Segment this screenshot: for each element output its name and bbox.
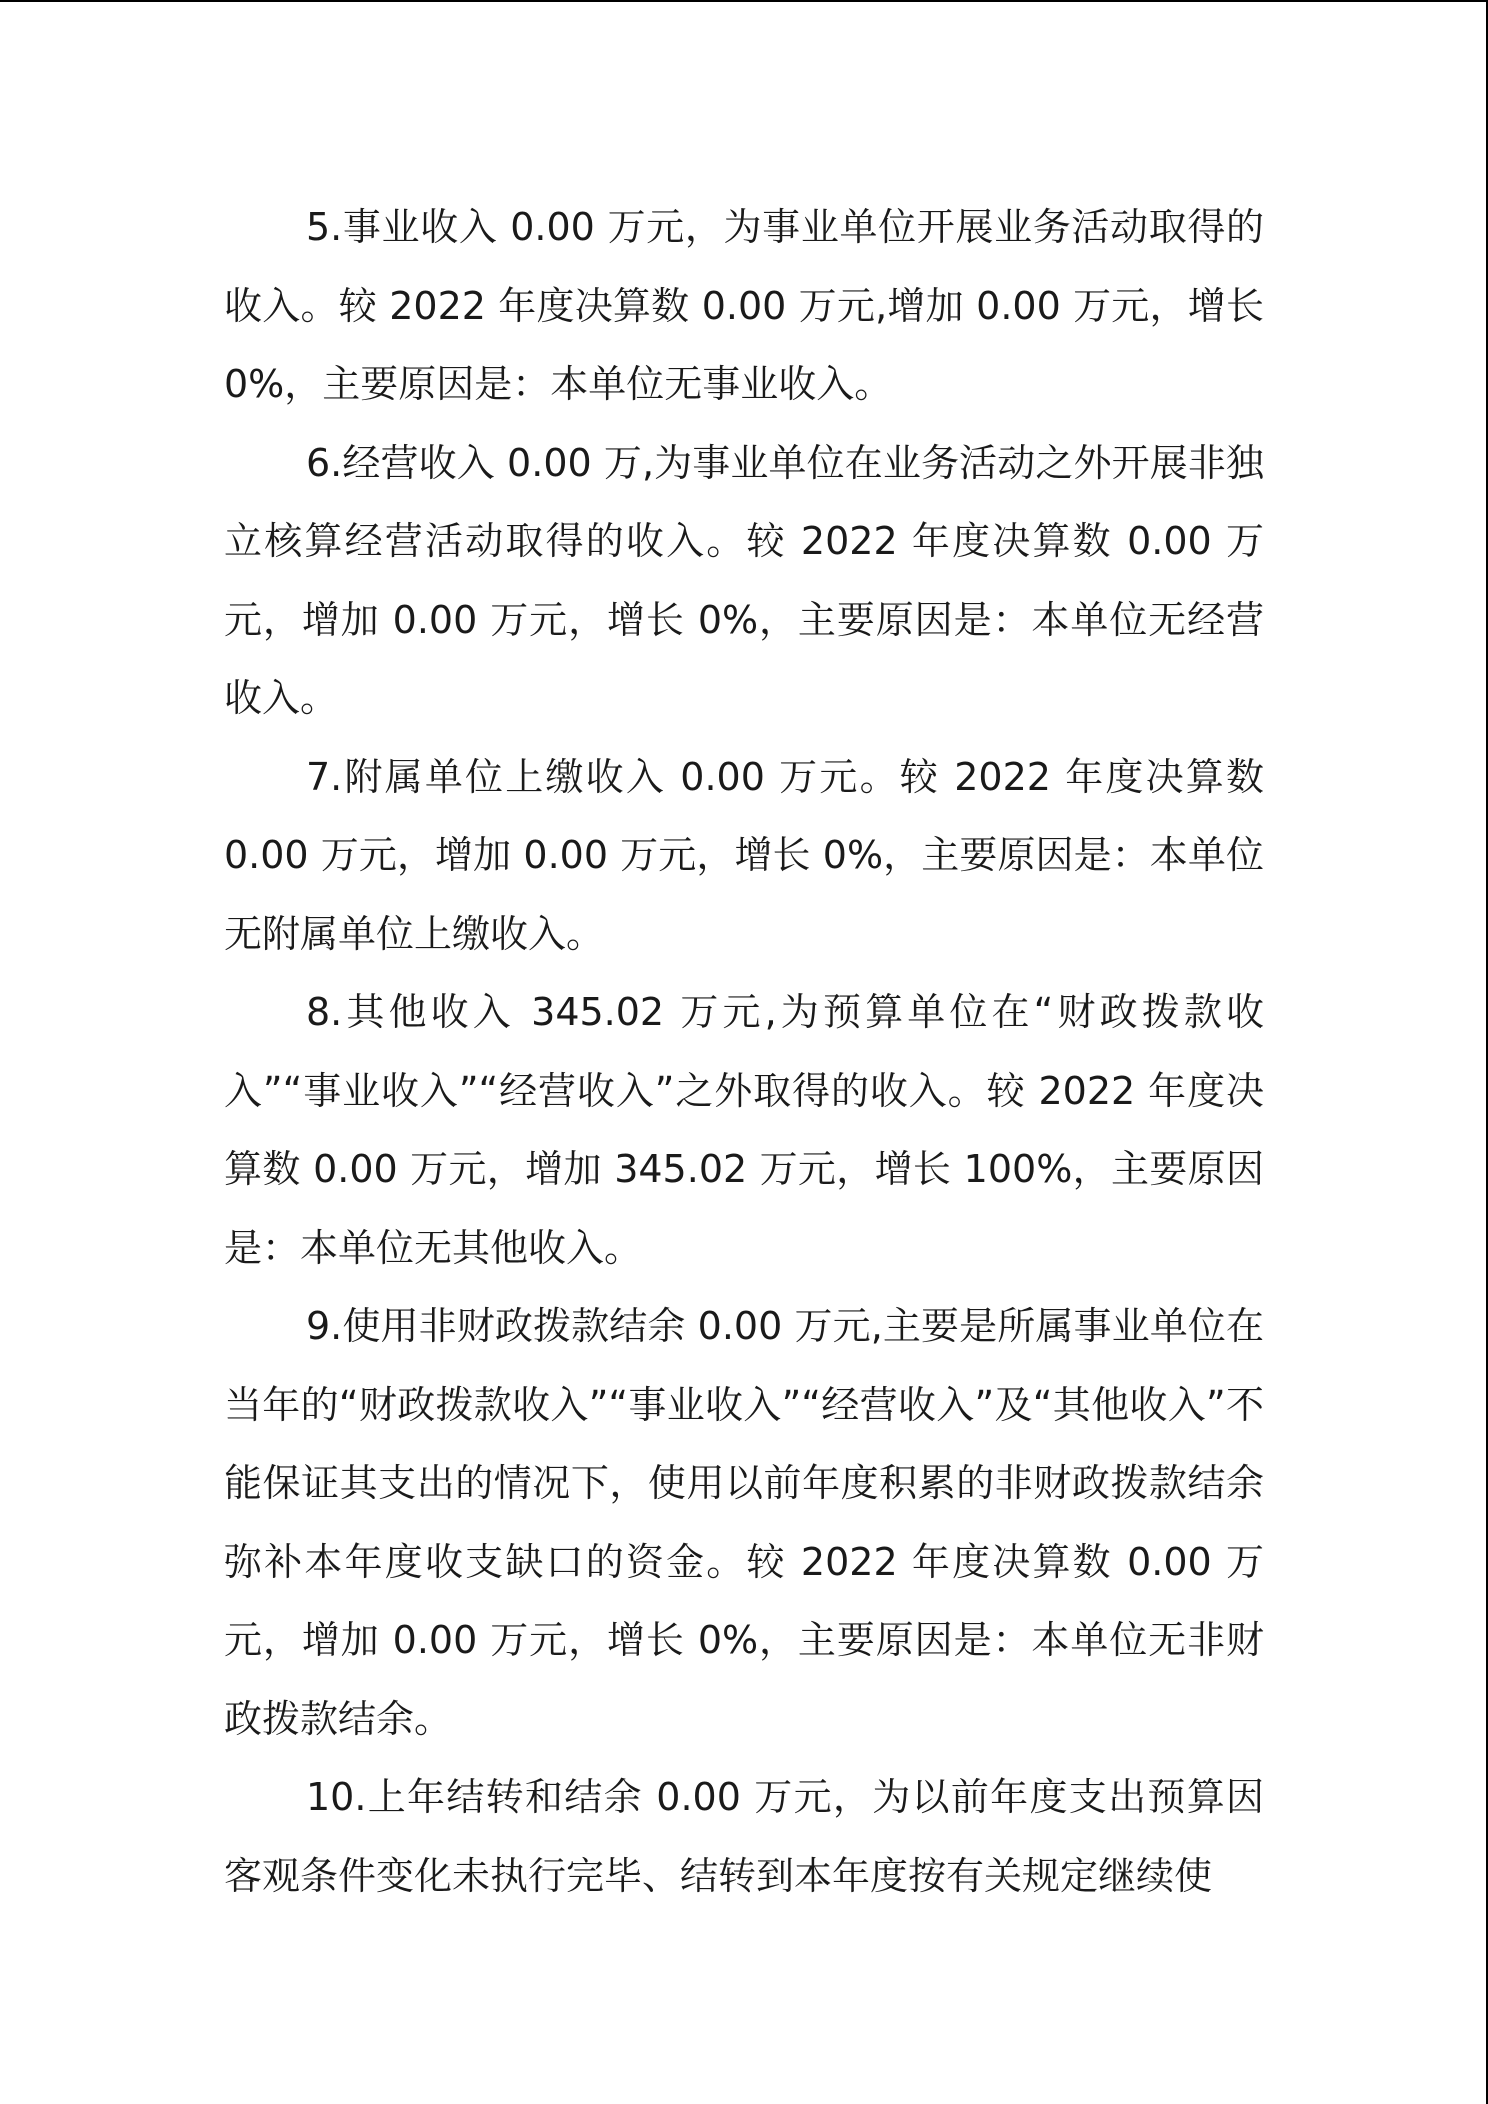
paragraph-affiliated-unit-income: 7.附属单位上缴收入 0.00 万元。较 2022 年度决算数 0.00 万元，增加 0.00 万元，增长 0%，主要原因是：本单位无附属单位上缴收入。 [224, 754, 1264, 956]
paragraph-business-income: 5.事业收入 0.00 万元，为事业单位开展业务活动取得的收入。较 2022 年度决算数 0.00 万元,增加 0.00 万元，增长 0%，主要原因是：本单位无事业收入。 [224, 205, 1264, 406]
paragraph-prior-year-carryover: 10.上年结转和结余 0.00 万元，为以前年度支出预算因客观条件变化未执行完毕、结转到本年度按有关规定继续使 [224, 1775, 1264, 1898]
paragraph-operating-income: 6.经营收入 0.00 万,为事业单位在业务活动之外开展非独立核算经营活动取得的收入。较 2022 年度决算数 0.00 万元，增加 0.00 万元，增长 0%，主要原因是：本单位无经营收入。 [224, 440, 1264, 720]
paragraph-other-income: 8.其他收入 345.02 万元,为预算单位在“财政拨款收入”“事业收入”“经营收入”之外取得的收入。较 2022 年度决算数 0.00 万元，增加 345.02 万元，增长 100%，主要原因是：本单位无其他收入。 [224, 990, 1264, 1270]
paragraph-non-fiscal-balance: 9.使用非财政拨款结余 0.00 万元,主要是所属事业单位在当年的“财政拨款收入”“事业收入”“经营收入”及“其他收入”不能保证其支出的情况下，使用以前年度积累的非财政拨款结余弥补本年度收支缺口的资金。较 2022 年度决算数 0.00 万元，增加 0.00 万元，增长 0%，主要原因是：本单位无非财政拨款结余。 [224, 1304, 1264, 1741]
document-body [224, 188, 1264, 1915]
